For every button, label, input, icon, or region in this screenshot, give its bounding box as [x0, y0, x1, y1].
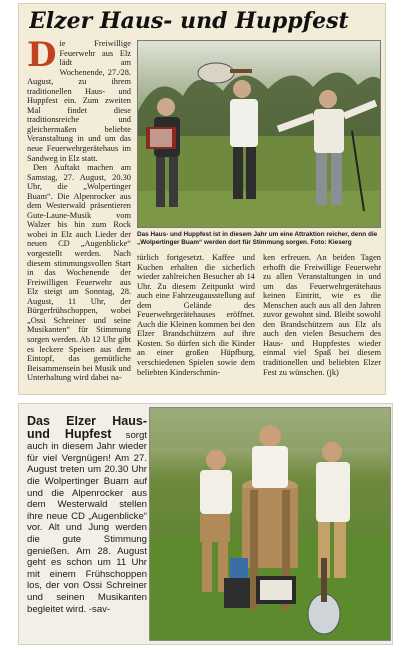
article-column-3: ken erfreuen. An beiden Tagen erhofft die Freiwillige Feuerwehr zu allen Veranstaltungen in und um das Feuerwehrgerätehaus keinen Eintritt, wie es die Menschen auch aus all den Jahren zuvor gewohnt sind. Bleibt sowohl den Brandschützern aus Elz als auch den vielen Besuchern des Haus- und Huppfestes wieder einmal viel Spaß bei diesem traditionellen und beliebten Elzer Fest zu wünschen. (jk): [263, 253, 381, 377]
photo-caption: Das Haus- und Huppfest ist in diesem Jahr um eine Attraktion reicher, denn die „Wolpertinger Buam“ werden dort für Stimmung sorgen. Foto: Kieserg: [137, 231, 378, 247]
article-body-text: Den Auftakt machen am Samstag, 27. August, 20.30 Uhr, die „Wolpertinger Buam“. Die Alpenrocker aus dem Westerwald präsentieren Gute-Laune-Musik vom Walzer bis hin zum Rock wobei in Elz auch Lieder der neuen CD „Augenblicke“ vorgestellt werden. Nach diesem stimmungsvollen Start in das Wochenende der Freiwilligen Feuerwehr aus Elz steigt am Sonntag, 28. August, 11 Uhr, der Bürgerfrühschoppen, wobei „Ossi Schreiner und seine Musikanten“ für Stimmung sorgen werden. Ab 12 Uhr gibt es leckere Speisen aus dem Eintopf, das gemütliche Beisammensein bei Musik und Unterhaltung wird dabei na-: [27, 163, 131, 383]
band-photo-2: [149, 407, 391, 641]
article-column-1: [27, 39, 131, 389]
article-2-headline: Das Elzer Haus- und Hupfest: [27, 416, 147, 441]
article-2-body: sorgt auch in diesem Jahr wieder für viel Vergnügen! Am 27. August treten um 20.30 Uhr die Wolpertinger Buam auf und die Alpenrocker aus dem Westerwald stellen ihre neue CD „Augenblicke“ vor. Alt und Jung werden die gute Stimmung genießen. Am 28. August geht es schon um 11 Uhr mit einem Frühschoppen los, der von Ossi Schreiner und seinen Musikanten begleitet wird. -sav-: [27, 429, 147, 615]
newspaper-clipping-1: [18, 3, 386, 395]
article-headline: Elzer Haus- und Huppfest: [29, 8, 349, 34]
article-column-2: türlich fortgesetzt. Kaffee und Kuchen erhalten die sicherlich wieder zahlreichen Besucher ab 14 Uhr. Zu diesem Zeitpunkt wird auch eine Fahrzeugausstellung auf dem Gelände des Feuerwehrgerätehauses eröffnet. Auch die Kleinen kommen bei den Elzer Brandschützern auf ihre Kosten. So dürfen sich die Kinder an einer großen Hüpfburg, verschiedenen Spielen sowie dem beliebten Kinderschmin-: [137, 253, 255, 377]
band-photo: [137, 40, 381, 228]
article-2-text: [27, 416, 147, 641]
article-intro-text: ie Freiwillige Feuerwehr aus Elz lädt am Wochenende, 27./28. August, zu ihrem traditionellen Haus- und Huppfest ein. Zum zweiten Mal findet diese traditionsreiche und gleichermaßen beliebte Veranstaltung in und um das neue Feuerwehrgerätehaus im Sandweg in Elz statt.: [27, 39, 131, 163]
drop-cap: D: [27, 39, 57, 75]
newspaper-clipping-2: [18, 403, 393, 645]
